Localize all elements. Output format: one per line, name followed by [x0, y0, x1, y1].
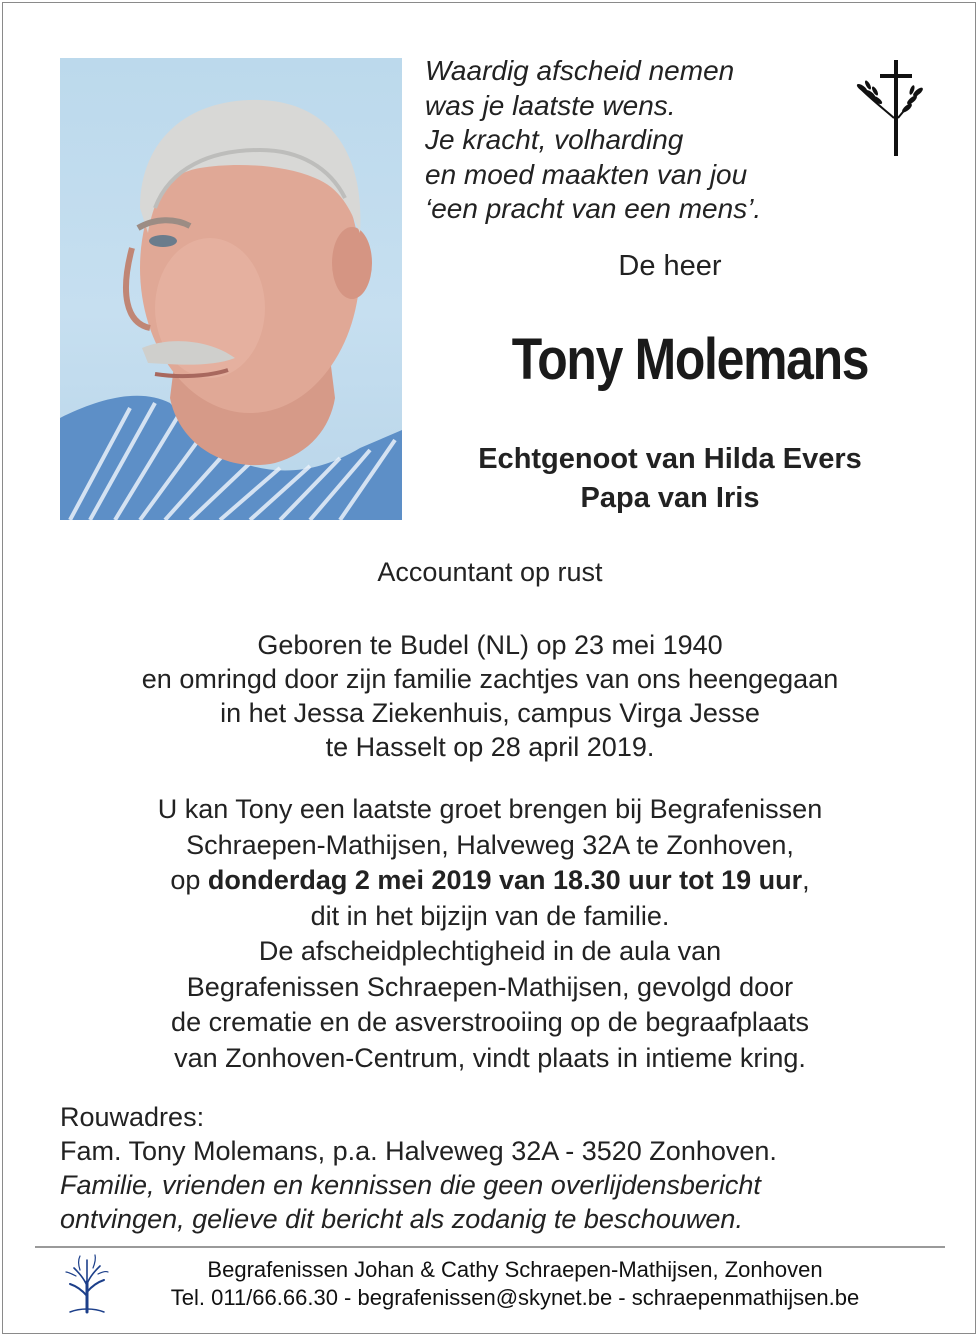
- funeral-home-name: Begrafenissen Johan & Cathy Schraepen-Mathijsen, Zonhoven: [207, 1257, 823, 1282]
- funeral-home-footer: [120, 1256, 910, 1312]
- text-line: [40, 863, 940, 899]
- poem-line: ‘een pracht van een mens’.: [425, 193, 762, 224]
- address-note: ontvingen, gelieve dit bericht als zodanig te beschouwen.: [60, 1204, 743, 1234]
- text-line: U kan Tony een laatste groet brengen bij Begrafenissen: [157, 794, 823, 824]
- address-line: Fam. Tony Molemans, p.a. Halveweg 32A - 3520 Zonhoven.: [60, 1136, 777, 1166]
- cross-with-wheat-icon: [850, 58, 930, 158]
- text-line: De afscheidplechtigheid in de aula van: [258, 936, 722, 966]
- footer-divider: [35, 1246, 945, 1248]
- mourning-address: [60, 1100, 940, 1236]
- visitation-date-time: donderdag 2 mei 2019 van 18.30 uur tot 19 uur: [207, 865, 803, 895]
- poem-line: Je kracht, volharding: [425, 124, 684, 155]
- text-fragment: ,: [802, 865, 810, 895]
- text-line: Geboren te Budel (NL) op 23 mei 1940: [257, 630, 723, 660]
- visitation-text: [40, 792, 940, 1076]
- text-line: van Zonhoven-Centrum, vindt plaats in intieme kring.: [174, 1042, 806, 1073]
- text-line: de crematie en de asverstrooiing op de begraafplaats: [171, 1007, 809, 1037]
- profession: Accountant op rust: [377, 557, 603, 587]
- text-line: in het Jessa Ziekenhuis, campus Virga Jesse: [220, 698, 760, 728]
- relation-spouse: Echtgenoot van Hilda Evers: [478, 443, 862, 475]
- portrait-photo: [60, 58, 402, 520]
- deceased-name: Tony Molemans: [511, 327, 869, 392]
- tree-logo-icon: [62, 1252, 112, 1314]
- funeral-home-contact: Tel. 011/66.66.30 - begrafenissen@skynet.be - schraepenmathijsen.be: [170, 1285, 860, 1310]
- text-fragment: op: [170, 865, 208, 895]
- address-note: Familie, vrienden en kennissen die geen overlijdensbericht: [60, 1170, 761, 1200]
- birth-death-text: [40, 628, 940, 764]
- poem-line: en moed maakten van jou: [425, 158, 748, 190]
- family-relations: [420, 440, 920, 518]
- address-label: Rouwadres:: [60, 1102, 205, 1132]
- text-line: Begrafenissen Schraepen-Mathijsen, gevolgd door: [186, 971, 794, 1002]
- memorial-poem: [425, 54, 845, 227]
- text-line: Schraepen-Mathijsen, Halveweg 32A te Zonhoven,: [186, 829, 794, 860]
- text-line: dit in het bijzijn van de familie.: [310, 900, 670, 931]
- text-line: te Hasselt op 28 april 2019.: [325, 732, 655, 762]
- honorific: De heer: [618, 250, 722, 282]
- poem-line: Waardig afscheid nemen: [425, 55, 735, 86]
- text-line: en omringd door zijn familie zachtjes van ons heengegaan: [141, 664, 839, 694]
- relation-child: Papa van Iris: [580, 482, 760, 514]
- poem-line: was je laatste wens.: [425, 89, 676, 121]
